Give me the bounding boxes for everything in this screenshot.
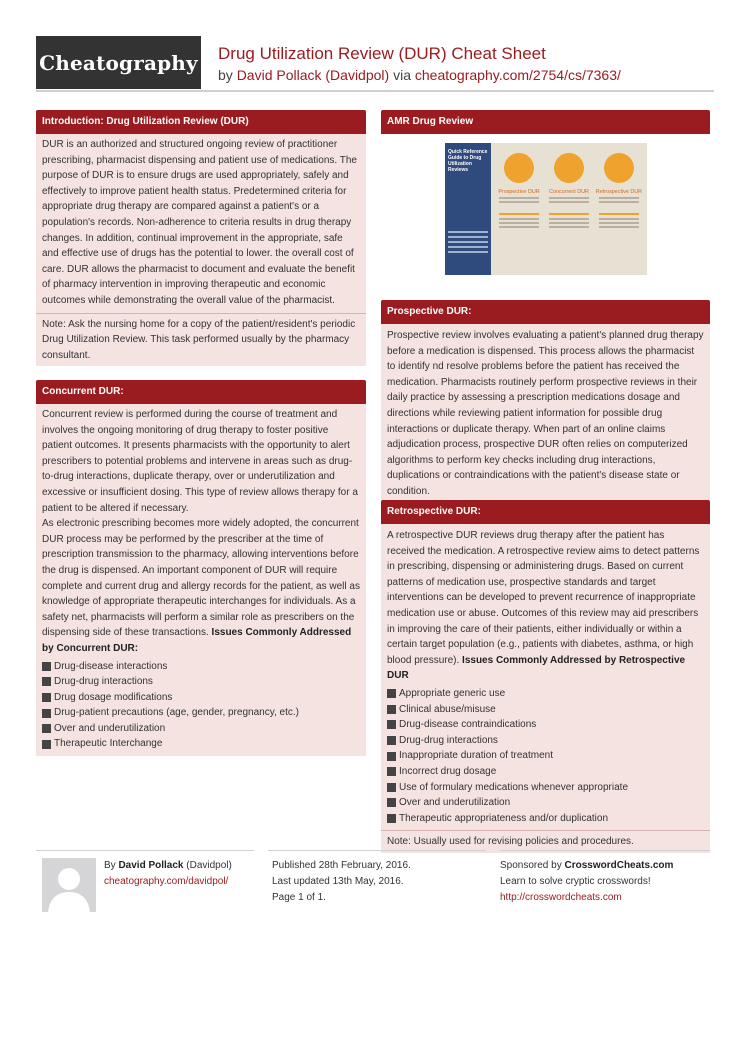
- infographic-sidebar: [445, 143, 491, 275]
- sponsor-name: CrosswordCheats.com: [564, 860, 674, 871]
- list-item: Appropriate generic use: [387, 686, 704, 702]
- pharmacist-icon: [554, 153, 584, 183]
- intro-note: Note: Ask the nursing home for a copy of the patient/resident's periodic Drug Utilization Review. This task performed usually by the pharmacy consultant.: [36, 313, 366, 367]
- infographic-col-prospective: [495, 147, 543, 267]
- bullet-icon: [387, 767, 396, 776]
- list-item: Use of formulary medications whenever appropriate: [387, 780, 704, 796]
- bullet-icon: [387, 814, 396, 823]
- footer-divider: [36, 850, 254, 851]
- sponsor-link[interactable]: http://crosswordcheats.com: [500, 892, 622, 903]
- retrospective-body-paragraph: A retrospective DUR reviews drug therapy after the patient has received the medication. A retrospective review aims to detect patterns in prescribing, dispensing or administering drugs. Based on current patterns of medication use, prospective standards and target interventions can be developed to prevent recurrence of inappropriate medication use or abuse. Outcomes of this review may aid prescribers in improving the care of their patients, either individually or within a certain target population (e.g., patients with diabetes, asthma, or high blood pressure).: [387, 530, 700, 666]
- list-item: Drug-disease contraindications: [387, 717, 704, 733]
- retrospective-heading: Retrospective DUR:: [381, 500, 710, 524]
- concurrent-issues-label: Issues Commonly Addressed by Concurrent DUR:: [42, 627, 352, 654]
- bullet-icon: [387, 783, 396, 792]
- concurrent-heading: Concurrent DUR:: [36, 380, 366, 404]
- bullet-icon: [387, 752, 396, 761]
- list-item: Incorrect drug dosage: [387, 764, 704, 780]
- list-item: Therapeutic Interchange: [42, 736, 360, 752]
- list-item: Therapeutic appropriateness and/or duplication: [387, 811, 704, 827]
- concurrent-body-1: Concurrent review is performed during the course of treatment and involves the ongoing monitoring of drug therapy to foster positive patient outcomes. It presents pharmacists with the opportunity to alert prescribers to potential problems and intervene in areas such as drug-to-drug interactions, duplicate therapy, over or underutilization and excessive or insufficient dosing. This type of review allows therapy for a patient to be altered if necessary.: [42, 409, 358, 514]
- bullet-icon: [387, 689, 396, 698]
- footer-dates: [272, 858, 411, 906]
- pill-bottle-icon: [504, 153, 534, 183]
- infographic-title: Quick Reference Guide to Drug Utilization Reviews: [448, 149, 488, 173]
- sheet-url-link[interactable]: cheatography.com/2754/cs/7363/: [414, 67, 621, 83]
- retrospective-note: Note: Usually used for revising policies and procedures.: [381, 830, 710, 853]
- list-item: Drug-patient precautions (age, gender, pregnancy, etc.): [42, 705, 360, 721]
- intro-section: [36, 110, 366, 366]
- user-silhouette-icon: [42, 858, 96, 912]
- prospective-body: Prospective review involves evaluating a patient's planned drug therapy before a medication is dispensed. This process allows the pharmacist to identify nd resolve problems before the patient has received the medication. Pharmacists routinely perform prospective reviews in their daily practice by assessing a prescription medications dosage and directions while reviewing patient information for possible drug interactions or duplicate therapy. When part of an online claims adjudication process, prospective DUR often relies on computerized algorithms to perform key checks including drug interactions, duplications or contraindications with the patient's disease state or condition.: [387, 330, 704, 497]
- list-item: Inappropriate duration of treatment: [387, 748, 704, 764]
- concurrent-body-2-text: As electronic prescribing becomes more widely adopted, the concurrent DUR process may be performed by the prescriber at the time of prescription transmission to the pharmacy, allowing interventions before the drug is dispensed. An important component of DUR will require complete and current drug and allergy records for the patient, as well as knowledge of appropriate therapeutic interchanges for individuals. As a safety net, pharmacists will perform a similar role as prescribers on the dispensing side of these transactions.: [42, 518, 360, 639]
- infographic-col-label: Concurrent DUR: [549, 189, 589, 195]
- list-item: Drug-drug interactions: [387, 733, 704, 749]
- bullet-icon: [42, 724, 51, 733]
- footer-sponsor: [500, 858, 673, 906]
- bullet-icon: [387, 736, 396, 745]
- author-link[interactable]: David Pollack (Davidpol): [236, 67, 390, 83]
- bullet-icon: [42, 693, 51, 702]
- list-item: Drug-disease interactions: [42, 659, 360, 675]
- sponsored-label: Sponsored by: [500, 860, 565, 871]
- retrospective-section: [381, 500, 710, 853]
- list-item: Over and underutilization: [387, 795, 704, 811]
- prospective-heading: Prospective DUR:: [381, 300, 710, 324]
- retrospective-body-text: [387, 528, 704, 684]
- byline: [218, 66, 621, 84]
- footer-author: [104, 858, 232, 890]
- list-item: Over and underutilization: [42, 721, 360, 737]
- chart-icon: [604, 153, 634, 183]
- bullet-icon: [387, 720, 396, 729]
- bullet-icon: [42, 709, 51, 718]
- header-divider: [36, 90, 714, 92]
- footer-author-link[interactable]: cheatography.com/davidpol/: [104, 876, 229, 887]
- bullet-icon: [387, 705, 396, 714]
- concurrent-section: [36, 380, 366, 756]
- infographic-col-concurrent: [545, 147, 593, 267]
- footer-by-label: By: [104, 860, 119, 871]
- retrospective-body: [381, 524, 710, 830]
- bullet-icon: [42, 662, 51, 671]
- bullet-icon: [387, 798, 396, 807]
- footer-author-name: David Pollack: [118, 860, 184, 871]
- retrospective-issues-list: [387, 686, 704, 826]
- cheatography-logo[interactable]: Cheatography: [36, 36, 201, 89]
- amr-infographic[interactable]: [445, 143, 647, 275]
- bullet-icon: [42, 677, 51, 686]
- published-date: Published 28th February, 2016.: [272, 860, 411, 871]
- bullet-icon: [42, 740, 51, 749]
- footer-author-handle: (Davidpol): [183, 860, 232, 871]
- concurrent-issues-list: [42, 659, 360, 753]
- list-item: Drug-drug interactions: [42, 674, 360, 690]
- prospective-section: [381, 300, 710, 504]
- infographic-col-label: Prospective DUR: [498, 189, 540, 195]
- intro-body: DUR is an authorized and structured ongoing review of practitioner prescribing, pharmacist dispensing and patient use of medications. The purpose of DUR is to ensure drugs are used appropriately, safely and effectively to improve patient health status. Predetermined criteria for appropriate drug therapy are compared against a patient's or a population's records. Non-adherence to criteria results in drug therapy changes. In addition, continual improvement in the appropriate, safe and effective use of drugs has the potential to lower. the overall cost of care. DUR allows the pharmacist to document and evaluate the benefit of pharmacy intervention in improving therapeutic and economic outcomes while demonstrating the overall value of the pharmacist.: [42, 139, 357, 306]
- footer-divider: [268, 850, 486, 851]
- concurrent-body-2: [42, 516, 360, 656]
- page-title: Drug Utilization Review (DUR) Cheat Sheet: [218, 44, 546, 63]
- sponsor-tagline: Learn to solve cryptic crosswords!: [500, 876, 651, 887]
- amr-heading: AMR Drug Review: [381, 110, 710, 134]
- intro-heading: Introduction: Drug Utilization Review (DUR): [36, 110, 366, 134]
- infographic-col-retrospective: [595, 147, 643, 267]
- infographic-col-label: Retrospective DUR: [595, 189, 643, 195]
- concurrent-body: [36, 404, 366, 756]
- footer-divider: [500, 850, 710, 851]
- by-label: by: [218, 67, 237, 83]
- retrospective-issues-label: Issues Commonly Addressed by Retrospective DUR: [387, 654, 686, 682]
- avatar[interactable]: [42, 858, 96, 912]
- via-label: via: [389, 67, 415, 83]
- list-item: Clinical abuse/misuse: [387, 702, 704, 718]
- list-item: Drug dosage modifications: [42, 690, 360, 706]
- updated-date: Last updated 13th May, 2016.: [272, 876, 404, 887]
- page-number: Page 1 of 1.: [272, 892, 326, 903]
